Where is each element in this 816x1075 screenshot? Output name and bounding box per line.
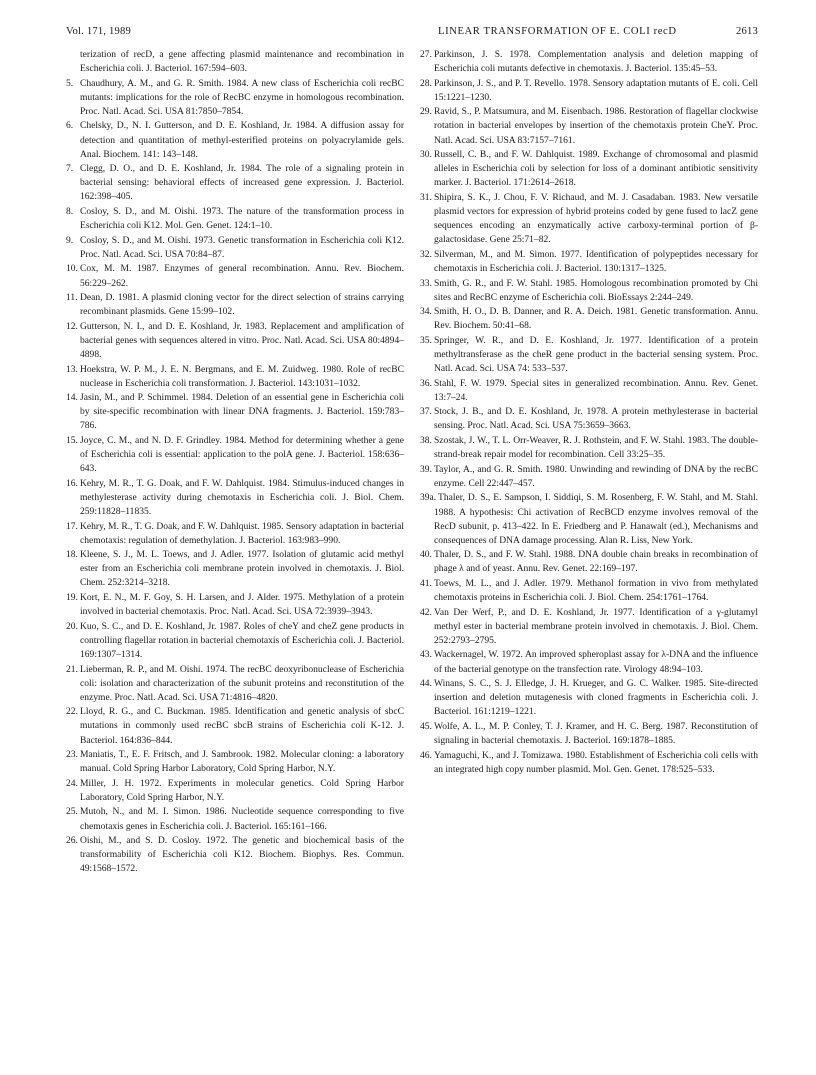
reference-number: 17.	[66, 520, 78, 532]
reference-number: 16.	[66, 477, 78, 489]
reference-entry	[420, 248, 758, 276]
reference-entry	[66, 320, 404, 362]
reference-entry	[420, 191, 758, 247]
reference-entry	[420, 48, 758, 76]
reference-number: 29.	[420, 106, 432, 118]
reference-number: 14.	[66, 392, 78, 404]
reference-text: Kuo, S. C., and D. E. Koshland, Jr. 1987. Roles of cheY and cheZ gene products in controlling flagellar rotation in bacterial chemotaxis of Escherichia coli. J. Bacteriol. 169:1307–1314.	[80, 620, 404, 660]
reference-text: Smith, H. O., D. B. Danner, and R. A. Deich. 1981. Genetic transformation. Annu. Rev. Biochem. 50:41–68.	[434, 306, 758, 332]
reference-entry	[66, 663, 404, 705]
reference-text: Dean, D. 1981. A plasmid cloning vector for the direct selection of strains carrying recombinant plasmids. Gene 15:99–102.	[80, 292, 404, 318]
reference-number: 18.	[66, 549, 78, 561]
reference-entry	[66, 77, 404, 119]
reference-number: 35.	[420, 334, 432, 346]
reference-text: Kort, E. N., M. F. Goy, S. H. Larsen, and J. Alder. 1975. Methylation of a protein involved in bacterial chemotaxis. Proc. Natl. Acad. Sci. USA 72:3939–3943.	[80, 592, 404, 618]
reference-number: 27.	[420, 49, 432, 60]
reference-text: Smith, G. R., and F. W. Stahl. 1985. Homologous recombination promoted by Chi sites and RecBC enzyme of Escherichia coli. BioEssays 2:244–249.	[434, 277, 758, 303]
reference-text: Chaudhury, A. M., and G. R. Smith. 1984. A new class of Escherichia coli recBC mutants: implications for the role of RecBC enzyme in homologous recombination. Proc. Natl. Acad. Sci. USA 81:7850–7854.	[80, 77, 404, 117]
reference-text: Cosloy, S. D., and M. Oishi. 1973. The nature of the transformation process in Escherichia coli K12. Mol. Gen. Genet. 124:1–10.	[80, 206, 404, 232]
reference-number: 45.	[420, 720, 432, 732]
reference-number: 36.	[420, 377, 432, 389]
reference-number: 10.	[66, 263, 78, 275]
reference-number: 15.	[66, 435, 78, 447]
reference-entry	[66, 205, 404, 233]
reference-number: 19.	[66, 592, 78, 604]
reference-text: Jasin, M., and P. Schimmel. 1984. Deletion of an essential gene in Escherichia coli by site-specific recombination with linear DNA fragments. J. Bacteriol. 159:783–786.	[80, 392, 404, 432]
reference-entry	[420, 105, 758, 147]
reference-text: Miller, J. H. 1972. Experiments in molecular genetics. Cold Spring Harbor Laboratory, Cold Spring Harbor, N.Y.	[80, 777, 404, 803]
reference-text: Taylor, A., and G. R. Smith. 1980. Unwinding and rewinding of DNA by the recBC enzyme. Cell 22:447–457.	[434, 463, 758, 489]
reference-entry	[420, 277, 758, 305]
reference-number: 24.	[66, 777, 78, 789]
reference-number: 7.	[66, 163, 74, 175]
reference-number: 34.	[420, 306, 432, 318]
reference-text: Thaler, D. S., and F. W. Stahl. 1988. DNA double chain breaks in recombination of phage λ and of yeast. Annu. Rev. Genet. 22:169–197.	[434, 549, 758, 575]
reference-number: 43.	[420, 649, 432, 661]
reference-entry	[420, 491, 758, 547]
reference-entry	[66, 363, 404, 391]
reference-number: 33.	[420, 277, 432, 289]
reference-number: 13.	[66, 363, 78, 375]
reference-text: Toews, M. L., and J. Adler. 1979. Methanol formation in vivo from methylated chemotaxis proteins in Escherichia coli. J. Biol. Chem. 254:1761–1764.	[434, 577, 758, 604]
reference-entry	[66, 291, 404, 319]
reference-text: terization of recD, a gene affecting plasmid maintenance and recombination in Escherichia coli. J. Bacteriol. 167:594–603.	[80, 49, 404, 75]
reference-entry	[420, 548, 758, 576]
reference-number: 26.	[66, 835, 78, 847]
reference-text: Yamaguchi, K., and J. Tomizawa. 1980. Establishment of Escherichia coli cells with an integrated high copy number plasmid. Mol. Gen. Genet. 178:525–533.	[434, 749, 758, 775]
reference-number: 6.	[66, 120, 74, 132]
reference-text: Kehry, M. R., T. G. Doak, and F. W. Dahlquist. 1984. Stimulus-induced changes in methylesterase activity during chemotaxis in Escherichia coli. J. Biol. Chem. 259:11828–11835.	[80, 477, 404, 517]
reference-text: Springer, W. R., and D. E. Koshland, Jr. 1977. Identification of a protein methyltransferase as the cheR gene product in the bacterial sensing system. Proc. Natl. Acad. Sci. USA 74: 533–537.	[434, 334, 758, 375]
reference-number: 23.	[66, 749, 78, 761]
reference-number: 25.	[66, 806, 78, 818]
reference-entry	[66, 520, 404, 548]
reference-entry	[420, 77, 758, 105]
reference-text: Oishi, M., and S. D. Cosloy. 1972. The genetic and biochemical basis of the transformability of Escherichia coli K12. Biochem. Biophys. Res. Commun. 49:1568–1572.	[80, 835, 404, 875]
reference-number: 39a.	[420, 492, 437, 504]
reference-text: Van Der Werf, P., and D. E. Koshland, Jr. 1977. Identification of a γ-glutamyl methyl ester in bacterial membrane protein involved in chemotaxis. J. Biol. Chem. 252:2793–2795.	[434, 606, 758, 646]
reference-text: Parkinson, J. S. 1978. Complementation analysis and deletion mapping of Escherichia coli mutants defective in chemotaxis. J. Bacteriol. 135:45–53.	[434, 49, 758, 75]
reference-entry	[420, 334, 758, 376]
reference-number: 21.	[66, 663, 78, 675]
reference-text: Szostak, J. W., T. L. Orr-Weaver, R. J. Rothstein, and F. W. Stahl. 1983. The double-strand-break repair model for recombination. Cell 33:25–35.	[434, 435, 758, 461]
running-header	[66, 26, 758, 42]
reference-text: Russell, C. B., and F. W. Dahlquist. 1989. Exchange of chromosomal and plasmid alleles in Escherichia coli by selection for loss of a dominant antibiotic sensitivity marker. J. Bacteriol. 171:2614–2618.	[434, 149, 758, 189]
reference-number: 37.	[420, 406, 432, 418]
reference-entry	[420, 677, 758, 719]
reference-entry	[420, 377, 758, 405]
reference-number: 42.	[420, 606, 432, 618]
reference-number: 40.	[420, 549, 432, 561]
reference-entry	[66, 434, 404, 476]
reference-entry	[420, 577, 758, 605]
reference-entry	[66, 234, 404, 262]
reference-text: Kleene, S. J., M. L. Toews, and J. Adler. 1977. Isolation of glutamic acid methyl ester from an Escherichia coli membrane protein involved in chemotaxis. J. Biol. Chem. 252:3214–3218.	[80, 549, 404, 589]
reference-entry	[66, 162, 404, 204]
reference-text: Mutoh, N., and M. I. Simon. 1986. Nucleotide sequence corresponding to five chemotaxis genes in Escherichia coli. J. Bacteriol. 165:161–166.	[80, 806, 404, 832]
reference-entry	[420, 148, 758, 190]
reference-number: 32.	[420, 248, 432, 260]
reference-text: Ravid, S., P. Matsumura, and M. Eisenbach. 1986. Restoration of flagellar clockwise rotation in bacterial envelopes by insertion of the chemotaxis protein CheY. Proc. Natl. Acad. Sci. USA 83:7157–7161.	[434, 106, 758, 146]
reference-number: 8.	[66, 206, 74, 218]
reference-text: Lieberman, R. P., and M. Oishi. 1974. The recBC deoxyribonuclease of Escherichia coli: isolation and characterization of the subunit proteins and reconstitution of the enzyme. Proc. Natl. Acad. Sci. USA 71:4816–4820.	[80, 663, 404, 703]
reference-number: 28.	[420, 77, 432, 89]
reference-entry	[420, 720, 758, 748]
reference-text: Lloyd, R. G., and C. Buckman. 1985. Identification and genetic analysis of sbcC mutations in commonly used recBC sbcB strains of Escherichia coli K-12. J. Bacteriol. 164:836–844.	[80, 706, 404, 746]
reference-number: 44.	[420, 678, 432, 690]
reference-text: Wackernagel, W. 1972. An improved spheroplast assay for λ-DNA and the influence of the bacterial genotype on the transfection rate. Virology 48:94–103.	[434, 649, 758, 675]
reference-entry	[66, 48, 404, 76]
reference-number: 41.	[420, 577, 432, 589]
reference-entry	[66, 548, 404, 590]
reference-text: Cox, M. M. 1987. Enzymes of general recombination. Annu. Rev. Biochem. 56:229–262.	[80, 263, 404, 289]
reference-text: Maniatis, T., E. F. Fritsch, and J. Sambrook. 1982. Molecular cloning: a laboratory manual. Cold Spring Harbor Laboratory, Cold Spring Harbor, N.Y.	[80, 749, 404, 775]
reference-entry	[66, 620, 404, 662]
reference-entry	[66, 119, 404, 161]
reference-entry	[66, 705, 404, 747]
reference-text: Stahl, F. W. 1979. Special sites in generalized recombination. Annu. Rev. Genet. 13:7–24.	[434, 377, 758, 403]
reference-number: 38.	[420, 435, 432, 447]
running-title: LINEAR TRANSFORMATION OF E. COLI recD	[438, 26, 677, 37]
reference-number: 11.	[66, 292, 78, 304]
reference-entry	[66, 391, 404, 433]
reference-number: 39.	[420, 463, 432, 475]
reference-text: Joyce, C. M., and N. D. F. Grindley. 1984. Method for determining whether a gene of Escherichia coli is essential: application to the polA gene. J. Bacteriol. 158:636–643.	[80, 435, 404, 475]
reference-entry	[66, 834, 404, 876]
page-number: 2613	[736, 26, 758, 37]
reference-text: Clegg, D. O., and D. E. Koshland, Jr. 1984. The role of a signaling protein in bacterial sensing: behavioral effects of increased gene expression. J. Bacteriol. 162:398–405.	[80, 163, 404, 203]
reference-text: Kehry, M. R., T. G. Doak, and F. W. Dahlquist. 1985. Sensory adaptation in bacterial chemotaxis: regulation of demethylation. J. Bacteriol. 163:983–990.	[80, 520, 404, 546]
reference-text: Winans, S. C., S. J. Elledge, J. H. Krueger, and G. C. Walker. 1985. Site-directed insertion and deletion mutagenesis with cloned fragments in Escherichia coli. J. Bacteriol. 161:1219–1221.	[434, 678, 758, 718]
references-left-column	[66, 48, 404, 877]
reference-entry	[420, 305, 758, 333]
volume-year: Vol. 171, 1989	[66, 26, 131, 37]
reference-entry	[66, 262, 404, 290]
reference-number: 9.	[66, 234, 74, 246]
reference-entry	[420, 606, 758, 648]
reference-entry	[66, 477, 404, 519]
reference-entry	[420, 434, 758, 462]
reference-entry	[66, 805, 404, 833]
reference-entry	[420, 405, 758, 433]
reference-text: Hoekstra, W. P. M., J. E. N. Bergmans, and E. M. Zuidweg. 1980. Role of recBC nuclease in Escherichia coli transformation. J. Bacteriol. 143:1031–1032.	[80, 363, 404, 389]
reference-number: 12.	[66, 320, 78, 332]
reference-entry	[420, 648, 758, 676]
reference-text: Wolfe, A. L., M. P. Conley, T. J. Kramer, and H. C. Berg. 1987. Reconstitution of signaling in bacterial chemotaxis. J. Bacteriol. 169:1878–1885.	[434, 720, 758, 746]
reference-entry	[66, 591, 404, 619]
reference-number: 30.	[420, 149, 432, 161]
reference-text: Silverman, M., and M. Simon. 1977. Identification of polypeptides necessary for chemotaxis in Escherichia coli. J. Bacteriol. 130:1317–1325.	[434, 248, 758, 274]
reference-number: 46.	[420, 749, 432, 761]
reference-text: Cosloy, S. D., and M. Oishi. 1973. Genetic transformation in Escherichia coli K12. Proc. Natl. Acad. Sci. USA 70:84–87.	[80, 234, 404, 260]
reference-text: Gutterson, N. I., and D. E. Koshland, Jr. 1983. Replacement and amplification of bacterial genes with sequences altered in vitro. Proc. Natl. Acad. Sci. USA 80:4894–4898.	[80, 320, 404, 360]
reference-number: 20.	[66, 620, 78, 632]
reference-entry	[420, 749, 758, 777]
reference-text: Shipira, S. K., J. Chou, F. V. Richaud, and M. J. Casadaban. 1983. New versatile plasmid vectors for expression of hybrid proteins coded by gene fused to lacZ gene sequences encoding an enzymatically active carboxy-terminal portion of β-galactosidase. Gene 25:71–82.	[434, 191, 758, 246]
reference-entry	[66, 777, 404, 805]
reference-text: Parkinson, J. S., and P. T. Revello. 1978. Sensory adaptation mutants of E. coli. Cell 15:1221–1230.	[434, 77, 758, 103]
reference-number: 22.	[66, 706, 78, 718]
reference-entry	[66, 748, 404, 776]
reference-entry	[420, 463, 758, 491]
reference-number: 5.	[66, 77, 74, 89]
reference-text: Chelsky, D., N. I. Gutterson, and D. E. Koshland, Jr. 1984. A diffusion assay for detection and quantitation of methyl-esterified proteins on polyacrylamide gels. Anal. Biochem. 141: 143–148.	[80, 120, 404, 160]
references-right-column	[420, 48, 758, 777]
reference-text: Stock, J. B., and D. E. Koshland, Jr. 1978. A protein methylesterase in bacterial sensing. Proc. Natl. Acad. Sci. USA 75:3659–3663.	[434, 406, 758, 432]
reference-text: Thaler, D. S., E. Sampson, I. Siddiqi, S. M. Rosenberg, F. W. Stahl, and M. Stahl. 1988. A hypothesis: Chi activation of RecBCD enzyme involves removal of the RecD subunit, p. 413–422. In E. Friedberg and P. Hanawalt (ed.), Mechanisms and consequences of DNA damage processing. Alan R. Liss, New York.	[434, 492, 758, 546]
reference-number: 31.	[420, 191, 432, 203]
